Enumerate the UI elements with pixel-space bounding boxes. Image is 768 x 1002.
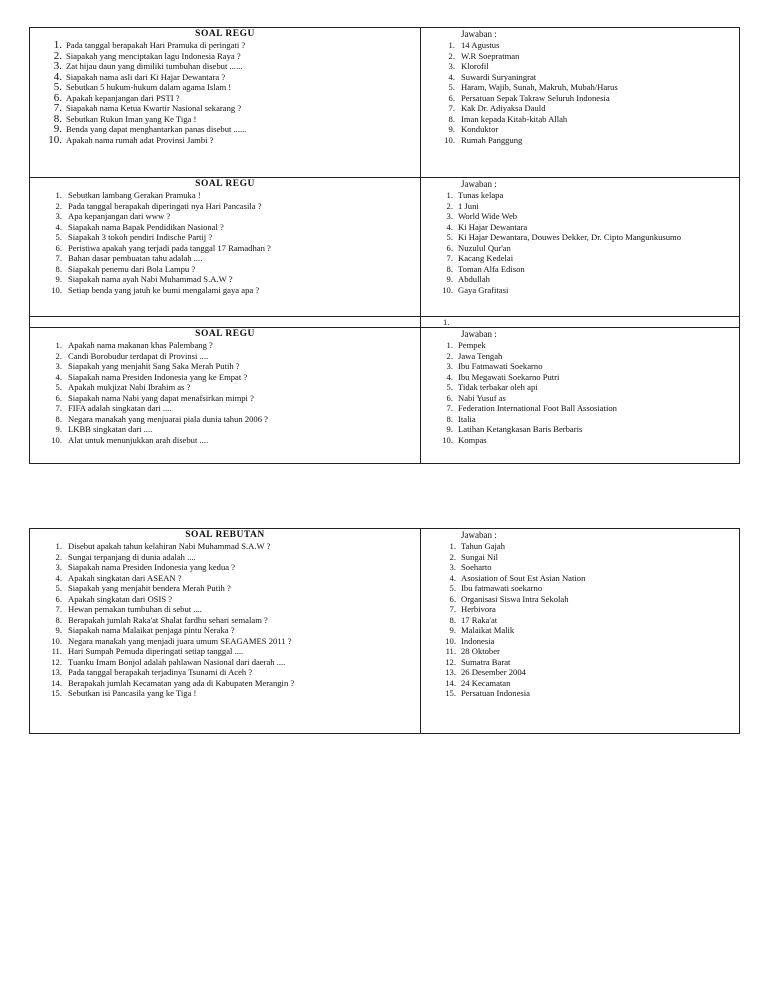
answer-text: Persatuan Indonesia bbox=[461, 688, 530, 698]
question-item bbox=[30, 114, 420, 125]
question-item bbox=[30, 103, 420, 114]
question-item bbox=[30, 253, 420, 264]
item-number: 1. bbox=[55, 340, 62, 350]
rebutan-block bbox=[30, 529, 740, 734]
item-number: 8. bbox=[53, 112, 62, 125]
answer-item bbox=[421, 678, 739, 689]
question-text: Apakah nama rumah adat Provinsi Jambi ? bbox=[66, 134, 214, 145]
answer-text: W.R Soepratman bbox=[461, 50, 520, 61]
question-text: LKBB singkatan dari .... bbox=[68, 424, 153, 434]
question-text: Apakah singkatan dari OSIS ? bbox=[68, 593, 173, 604]
question-item bbox=[30, 615, 420, 626]
question-item bbox=[30, 361, 420, 372]
answer-text: Pempek bbox=[458, 340, 486, 350]
item-number: 3. bbox=[55, 211, 62, 221]
question-text: Disebut apakah tahun kelahiran Nabi Muhammad S.A.W ? bbox=[68, 541, 271, 551]
item-number: 12. bbox=[51, 656, 62, 667]
item-number: 7. bbox=[55, 604, 62, 614]
question-text: Siapakah nama Ketua Kwartir Nasional sekarang ? bbox=[66, 103, 242, 113]
question-item bbox=[30, 40, 420, 51]
answer-item bbox=[421, 552, 739, 563]
question-text: Negara manakah yang menjuarai piala dunia tahun 2006 ? bbox=[68, 413, 268, 424]
question-text: Siapakah nama ayah Nabi Muhammad S.A.W ? bbox=[68, 274, 233, 284]
answer-item bbox=[421, 562, 739, 573]
answer-text: Ibu Megawati Soekarno Putri bbox=[458, 371, 560, 382]
question-text: Sebutkan lambang Gerakan Pramuka ! bbox=[68, 190, 201, 200]
question-item bbox=[30, 243, 420, 254]
answer-text: Federation International Foot Ball Assosiation bbox=[458, 403, 617, 413]
item-number: 15. bbox=[445, 688, 456, 698]
item-number: 6. bbox=[446, 392, 453, 403]
quiz-table-rebutan bbox=[29, 528, 740, 734]
question-text: Siapakah nama Nabi yang dapat menafsirkan mimpi ? bbox=[68, 392, 254, 403]
item-number: 5. bbox=[55, 583, 62, 593]
answer-text: Haram, Wajib, Sunah, Makruh, Mubah/Harus bbox=[461, 82, 618, 92]
question-text: Pada tanggal berapakah diperingati nya Hari Pancasila ? bbox=[68, 200, 262, 211]
answer-item bbox=[421, 51, 739, 62]
item-number: 11. bbox=[51, 646, 62, 656]
answer-text: 1 Juni bbox=[458, 200, 479, 211]
question-text: Alat untuk menunjukkan arah disebut .... bbox=[68, 434, 209, 445]
question-text: Benda yang dapat menghantarkan panas disebut ...... bbox=[66, 124, 247, 134]
item-number: 5. bbox=[55, 382, 62, 392]
item-number: 1. bbox=[53, 39, 62, 51]
item-number: 8. bbox=[55, 614, 62, 625]
question-text: Siapakah nama Bapak Pendidikan Nasional ? bbox=[68, 221, 224, 232]
question-text: Setiap benda yang jatuh ke bumi mengalami gaya apa ? bbox=[68, 284, 260, 295]
question-item bbox=[30, 435, 420, 446]
answer-text: Italia bbox=[458, 413, 476, 424]
answers-heading: Jawaban : bbox=[461, 530, 497, 540]
question-item bbox=[30, 667, 420, 678]
item-number: 2. bbox=[55, 551, 62, 562]
answer-item bbox=[421, 688, 739, 699]
separator-row bbox=[30, 317, 740, 328]
answer-list bbox=[421, 340, 739, 445]
answer-text: Klorofil bbox=[461, 61, 489, 71]
question-text: Siapakah nama Presiden Indonesia yang kedua ? bbox=[68, 562, 236, 572]
question-text: Siapakah nama asli dari Ki Hajar Dewantara ? bbox=[66, 71, 226, 82]
question-item bbox=[30, 51, 420, 62]
question-list bbox=[30, 340, 420, 445]
item-number: 3. bbox=[55, 361, 62, 371]
answer-item bbox=[421, 124, 739, 135]
item-number: 5. bbox=[449, 583, 456, 593]
question-item bbox=[30, 604, 420, 615]
question-text: Peristiwa apakah yang terjadi pada tanggal 17 Ramadhan ? bbox=[68, 242, 271, 253]
question-item bbox=[30, 646, 420, 657]
item-number: 4. bbox=[449, 572, 456, 583]
answer-text: Organisasi Siswa Intra Sekolah bbox=[461, 593, 569, 604]
answer-item bbox=[421, 222, 739, 233]
item-number: 4. bbox=[53, 70, 62, 83]
answer-text: Tidak terbakar oleh api bbox=[458, 382, 538, 392]
answer-item bbox=[421, 201, 739, 212]
item-number: 3. bbox=[448, 61, 455, 71]
question-item bbox=[30, 372, 420, 383]
answer-text: Ibu Fatmawati Soekarno bbox=[458, 361, 543, 371]
answer-item bbox=[421, 414, 739, 425]
answer-text: Sumatra Barat bbox=[461, 656, 511, 667]
question-text: Siapakah penemu dari Bola Lampu ? bbox=[68, 263, 196, 274]
answer-text: Toman Alfa Edison bbox=[458, 263, 525, 274]
answer-text: 24 Kecamatan bbox=[461, 677, 511, 688]
answer-item bbox=[421, 264, 739, 275]
item-number: 4. bbox=[448, 71, 455, 82]
item-number: 14. bbox=[51, 677, 62, 688]
answer-text: Ki Hajar Dewantara bbox=[458, 221, 528, 232]
item-number: 2. bbox=[446, 200, 453, 211]
item-number: 10. bbox=[51, 635, 62, 646]
question-item bbox=[30, 414, 420, 425]
item-number: 2. bbox=[449, 551, 456, 562]
question-text: Sebutkan Rukun Iman yang Ke Tiga ! bbox=[66, 113, 197, 124]
item-number: 13. bbox=[445, 667, 456, 677]
item-number: 1. bbox=[446, 340, 453, 350]
answer-item bbox=[421, 435, 739, 446]
item-number: 4. bbox=[446, 221, 453, 232]
answer-text: Suwardi Suryaningrat bbox=[461, 71, 537, 82]
answer-item bbox=[421, 573, 739, 584]
item-number: 10. bbox=[445, 635, 456, 646]
answer-item bbox=[421, 625, 739, 636]
answer-list bbox=[421, 541, 739, 699]
separator-right: 1. bbox=[443, 317, 450, 327]
question-text: FIFA adalah singkatan dari .... bbox=[68, 403, 172, 413]
question-text: Sebutkan 5 hukum-hukum dalam agama Islam ! bbox=[66, 82, 232, 92]
question-item bbox=[30, 541, 420, 552]
question-item bbox=[30, 382, 420, 393]
question-item bbox=[30, 678, 420, 689]
answer-item bbox=[421, 403, 739, 414]
question-text: Siapakah yang menciptakan lagu Indonesia Raya ? bbox=[66, 50, 241, 61]
question-text: Bahan dasar pembuatan tahu adalah .... bbox=[68, 253, 203, 263]
item-number: 6. bbox=[55, 242, 62, 253]
item-number: 10. bbox=[51, 434, 62, 445]
question-text: Siapakah nama Presiden Indonesia yang ke Empat ? bbox=[68, 371, 248, 382]
answer-item bbox=[421, 594, 739, 605]
item-number: 10. bbox=[444, 134, 455, 145]
item-number: 9. bbox=[446, 424, 453, 434]
regu-block-3 bbox=[30, 328, 740, 464]
item-number: 6. bbox=[55, 392, 62, 403]
section-title: SOAL REGU bbox=[195, 179, 255, 189]
question-item bbox=[30, 573, 420, 584]
answer-item bbox=[421, 636, 739, 647]
answer-item bbox=[421, 667, 739, 678]
question-item bbox=[30, 264, 420, 275]
item-number: 11. bbox=[445, 646, 456, 656]
item-number: 4. bbox=[446, 371, 453, 382]
question-text: Tuanku Imam Bonjol adalah pahlawan Nasional dari daerah .... bbox=[68, 656, 286, 667]
answer-text: Latihan Ketangkasan Baris Berbaris bbox=[458, 424, 583, 434]
regu-block-1 bbox=[30, 28, 740, 178]
item-number: 6. bbox=[55, 593, 62, 604]
item-number: 10. bbox=[51, 284, 62, 295]
item-number: 2. bbox=[446, 350, 453, 361]
item-number: 1. bbox=[449, 541, 456, 551]
item-number: 8. bbox=[446, 263, 453, 274]
question-text: Zat hijau daun yang dimiliki tumbuhan disebut ...... bbox=[66, 61, 243, 71]
answer-item bbox=[421, 274, 739, 285]
answer-text: Tahun Gajah bbox=[461, 541, 506, 551]
item-number: 10. bbox=[442, 284, 453, 295]
item-number: 10. bbox=[442, 434, 453, 445]
answer-text: Rumah Panggung bbox=[461, 134, 523, 145]
item-number: 7. bbox=[448, 103, 455, 113]
question-item bbox=[30, 222, 420, 233]
item-number: 7. bbox=[449, 604, 456, 614]
answer-item bbox=[421, 72, 739, 83]
item-number: 14. bbox=[445, 677, 456, 688]
item-number: 5. bbox=[446, 382, 453, 392]
answer-item bbox=[421, 93, 739, 104]
answer-item bbox=[421, 657, 739, 668]
item-number: 8. bbox=[448, 113, 455, 124]
item-number: 4. bbox=[55, 371, 62, 382]
answer-text: Nabi Yusuf as bbox=[458, 392, 506, 403]
answer-text: Persatuan Sepak Takraw Seluruh Indonesia bbox=[461, 92, 610, 103]
question-item bbox=[30, 201, 420, 212]
answer-item bbox=[421, 40, 739, 51]
item-number: 9. bbox=[55, 625, 62, 635]
question-item bbox=[30, 285, 420, 296]
question-item bbox=[30, 625, 420, 636]
answer-text: Kacang Kedelai bbox=[458, 253, 514, 263]
item-number: 2. bbox=[55, 350, 62, 361]
item-number: 9. bbox=[448, 124, 455, 134]
answer-text: Malaikat Malik bbox=[461, 625, 515, 635]
question-item bbox=[30, 135, 420, 146]
answers-heading: Jawaban : bbox=[461, 329, 497, 339]
item-number: 2. bbox=[53, 49, 62, 62]
item-number: 4. bbox=[55, 572, 62, 583]
answer-item bbox=[421, 211, 739, 222]
question-item bbox=[30, 61, 420, 72]
question-item bbox=[30, 657, 420, 668]
answer-item bbox=[421, 135, 739, 146]
answer-text: Konduktor bbox=[461, 124, 499, 134]
item-number: 5. bbox=[448, 82, 455, 92]
section-title: SOAL REBUTAN bbox=[185, 530, 265, 540]
question-item bbox=[30, 82, 420, 93]
regu-block-2 bbox=[30, 178, 740, 317]
answer-item bbox=[421, 541, 739, 552]
question-item bbox=[30, 393, 420, 404]
question-text: Siapakah yang menjahit bendera Merah Putih ? bbox=[68, 583, 231, 593]
question-text: Apa kepanjangan dari www ? bbox=[68, 211, 171, 221]
question-text: Apakah kepanjangan dari PSTI ? bbox=[66, 92, 180, 103]
answer-text: Kak Dr. Adiyaksa Dauld bbox=[461, 103, 546, 113]
item-number: 3. bbox=[55, 562, 62, 572]
item-number: 1. bbox=[55, 190, 62, 200]
answer-item bbox=[421, 393, 739, 404]
question-list bbox=[30, 40, 420, 145]
answer-item bbox=[421, 103, 739, 114]
answer-item bbox=[421, 340, 739, 351]
question-text: Siapakah 3 tokoh pendiri Indische Partij ? bbox=[68, 232, 213, 242]
answer-text: Soeharto bbox=[461, 562, 492, 572]
item-number: 2. bbox=[55, 200, 62, 211]
answer-item bbox=[421, 190, 739, 201]
item-number: 8. bbox=[449, 614, 456, 625]
answer-text: 17 Raka'at bbox=[461, 614, 498, 625]
item-number: 13. bbox=[51, 667, 62, 677]
question-text: Siapakah nama Malaikat penjaga pintu Neraka ? bbox=[68, 625, 235, 635]
answers-heading: Jawaban : bbox=[461, 179, 497, 189]
item-number: 3. bbox=[53, 60, 62, 72]
question-list bbox=[30, 190, 420, 295]
question-list bbox=[30, 541, 420, 699]
answer-text: Gaya Grafitasi bbox=[458, 284, 509, 295]
answer-text: Kompas bbox=[458, 434, 487, 445]
question-text: Apakah nama makanan khas Palembang ? bbox=[68, 340, 213, 350]
item-number: 8. bbox=[446, 413, 453, 424]
answer-item bbox=[421, 361, 739, 372]
section-title: SOAL REGU bbox=[195, 329, 255, 339]
item-number: 7. bbox=[446, 253, 453, 263]
question-text: Berapakah jumlah Kecamatan yang ada di Kabupaten Merangin ? bbox=[68, 677, 295, 688]
question-item bbox=[30, 351, 420, 362]
item-number: 7. bbox=[55, 253, 62, 263]
item-number: 7. bbox=[53, 102, 62, 114]
question-item bbox=[30, 636, 420, 647]
question-item bbox=[30, 274, 420, 285]
answer-item bbox=[421, 253, 739, 264]
item-number: 9. bbox=[446, 274, 453, 284]
quiz-table-regu bbox=[29, 27, 740, 464]
item-number: 9. bbox=[449, 625, 456, 635]
question-text: Negara manakah yang menjadi juara umum SEAGAMES 2011 ? bbox=[68, 635, 292, 646]
item-number: 3. bbox=[446, 361, 453, 371]
question-item bbox=[30, 211, 420, 222]
item-number: 7. bbox=[446, 403, 453, 413]
answer-item bbox=[421, 604, 739, 615]
answer-item bbox=[421, 372, 739, 383]
answer-text: Iman kepada Kitab-kitab Allah bbox=[461, 113, 568, 124]
answer-item bbox=[421, 114, 739, 125]
question-item bbox=[30, 688, 420, 699]
question-text: Apakah singkatan dari ASEAN ? bbox=[68, 572, 182, 583]
answer-list bbox=[421, 40, 739, 145]
item-number: 9. bbox=[53, 123, 62, 135]
question-item bbox=[30, 340, 420, 351]
question-item bbox=[30, 552, 420, 563]
section-title: SOAL REGU bbox=[195, 29, 255, 39]
question-text: Pada tanggal berapakah terjadinya Tsunami di Aceh ? bbox=[68, 667, 253, 677]
answer-text: Tunas kelapa bbox=[458, 190, 504, 200]
question-text: Hewan pemakan tumbuhan di sebut .... bbox=[68, 604, 202, 614]
item-number: 6. bbox=[446, 242, 453, 253]
item-number: 1. bbox=[446, 190, 453, 200]
answer-text: Indonesia bbox=[461, 635, 495, 646]
question-text: Sebutkan isi Pancasila yang ke Tiga ! bbox=[68, 688, 197, 698]
item-number: 9. bbox=[55, 274, 62, 284]
item-number: 6. bbox=[448, 92, 455, 103]
item-number: 8. bbox=[55, 263, 62, 274]
question-item bbox=[30, 424, 420, 435]
item-number: 3. bbox=[446, 211, 453, 221]
question-item bbox=[30, 190, 420, 201]
item-number: 2. bbox=[448, 50, 455, 61]
item-number: 6. bbox=[53, 91, 62, 104]
answer-item bbox=[421, 583, 739, 594]
question-item bbox=[30, 93, 420, 104]
item-number: 1. bbox=[55, 541, 62, 551]
question-item bbox=[30, 562, 420, 573]
question-item bbox=[30, 232, 420, 243]
question-text: Siapakah yang menjahit Sang Saka Merah Putih ? bbox=[68, 361, 240, 371]
answer-item bbox=[421, 285, 739, 296]
item-number: 1. bbox=[448, 40, 455, 50]
question-text: Hari Sumpah Pemuda diperingati setiap tanggal .... bbox=[68, 646, 244, 656]
item-number: 8. bbox=[55, 413, 62, 424]
question-item bbox=[30, 594, 420, 605]
answer-item bbox=[421, 82, 739, 93]
answer-text: 26 Desember 2004 bbox=[461, 667, 526, 677]
answer-text: 14 Agustus bbox=[461, 40, 500, 50]
question-item bbox=[30, 124, 420, 135]
item-number: 9. bbox=[55, 424, 62, 434]
answer-text: Sungai Nil bbox=[461, 551, 499, 562]
answer-item bbox=[421, 61, 739, 72]
answer-text: World Wide Web bbox=[458, 211, 518, 221]
item-number: 10. bbox=[48, 133, 62, 146]
question-text: Candi Borobudur terdapat di Provinsi .... bbox=[68, 350, 209, 361]
answer-text: Ibu fatmawati soekarno bbox=[461, 583, 543, 593]
question-text: Sungai terpanjang di dunia adalah .... bbox=[68, 551, 196, 562]
answer-item bbox=[421, 382, 739, 393]
item-number: 7. bbox=[55, 403, 62, 413]
item-number: 5. bbox=[53, 81, 62, 93]
item-number: 5. bbox=[446, 232, 453, 242]
answer-text: Ki Hajar Dewantara, Douwes Dekker, Dr. Cipto Mangunkusumo bbox=[458, 232, 682, 242]
question-text: Berapakah jumlah Raka'at Shalat fardhu sehari semalam ? bbox=[68, 614, 268, 625]
question-item bbox=[30, 583, 420, 594]
answer-text: 28 Oktober bbox=[461, 646, 500, 656]
answer-item bbox=[421, 232, 739, 243]
answer-text: Asosiation of Sout Est Asian Nation bbox=[461, 572, 586, 583]
answer-text: Nuzulul Qur'an bbox=[458, 242, 511, 253]
answers-heading: Jawaban : bbox=[461, 29, 497, 39]
item-number: 12. bbox=[445, 656, 456, 667]
item-number: 5. bbox=[55, 232, 62, 242]
item-number: 6. bbox=[449, 593, 456, 604]
question-item bbox=[30, 72, 420, 83]
answer-text: Abdullah bbox=[458, 274, 490, 284]
answer-text: Jawa Tengah bbox=[458, 350, 503, 361]
question-text: Pada tanggal berapakah Hari Pramuka di peringati ? bbox=[66, 40, 246, 50]
item-number: 3. bbox=[449, 562, 456, 572]
answer-item bbox=[421, 615, 739, 626]
question-text: Apakah mukjizat Nabi Ibrahim as ? bbox=[68, 382, 191, 392]
answer-item bbox=[421, 424, 739, 435]
item-number: 4. bbox=[55, 221, 62, 232]
answer-item bbox=[421, 646, 739, 657]
answer-item bbox=[421, 243, 739, 254]
answer-list bbox=[421, 190, 739, 295]
item-number: 15. bbox=[51, 688, 62, 698]
answer-item bbox=[421, 351, 739, 362]
question-item bbox=[30, 403, 420, 414]
answer-text: Herbivora bbox=[461, 604, 496, 614]
